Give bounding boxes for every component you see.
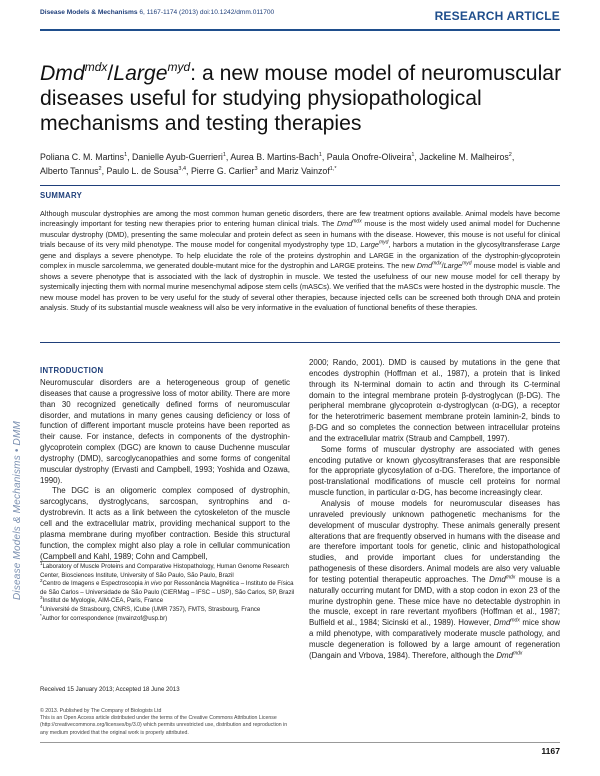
author-affil: 1 xyxy=(411,152,415,159)
author-name: Mariz Vainzof xyxy=(277,166,330,176)
gene-symbol: Dmd xyxy=(336,219,353,229)
paragraph-part: mouse is a naturally occurring mutant for DMD, with a stop codon in exon 23 of the murine dystrophin gene. These mice have no detectable dystrophin in the muscle, except in rare revertant myofibers (Hoffman et al., 1987; Bulfield et al., 1984; Sicinski et al., 1989). However, xyxy=(309,574,560,628)
affiliation-text: por Ressonância Magnética – Instituto de Física de São Carlos – Universidade de São Paulo (CIERMag – IFSC – USP), São Carlos, SP, Brazil xyxy=(40,580,295,596)
intro-paragraph-4: Some forms of muscular dystrophy are associated with genes encoding putative or known glycosyltransferases that are responsible for the appropriate glycosylation of α-DG. Therefore, the importance of post-translational modifications of muscle cell proteins for normal muscle function, in particular α-DG, has become increasingly clear. xyxy=(309,444,560,498)
summary-part: mouse model is viable and shows a severe phenotype that is associated with the lack of dystrophin in muscle. We tested the usefulness of our new mouse model for cell therapy by systemically injecting them with normal murine mesenchymal adipose stem cells (mASCs). We verified that the mASCs were hosted in the dystrophic muscle. The new mouse model has proven to be very useful for the study of several other therapies, because injected cells can be screened both through DNA and protein analysis. Study of its substantial muscle weakness will also be very informative in the evaluation of functional benefits of these therapies. xyxy=(40,261,560,313)
summary-rule-bottom xyxy=(40,342,560,343)
allele-symbol: mdx xyxy=(512,650,523,657)
author-affil: 2 xyxy=(508,152,512,159)
affiliations xyxy=(40,560,295,623)
summary-rule-top xyxy=(40,185,560,186)
title-allele-1: mdx xyxy=(84,59,108,74)
gene-symbol: Dmd xyxy=(489,574,506,584)
allele-symbol: mdx xyxy=(505,574,516,581)
gene-symbol: Large xyxy=(360,240,379,250)
summary-heading: SUMMARY xyxy=(40,191,83,200)
author-affil: 1 xyxy=(318,152,322,159)
author-list xyxy=(40,150,560,178)
author-name: Pierre G. Carlier xyxy=(190,166,255,176)
affiliation-marker: 1 xyxy=(40,560,43,566)
gene-symbol: Dmd xyxy=(493,618,511,628)
received-accepted-dates: Received 15 January 2013; Accepted 18 June 2013 xyxy=(40,686,180,693)
gene-symbol: Large xyxy=(541,240,560,250)
affiliation-item xyxy=(40,560,295,580)
allele-symbol: myd xyxy=(462,260,472,267)
journal-sidebar-watermark: Disease Models & Mechanisms • DMM xyxy=(12,420,23,600)
citation-details: 6, 1167-1174 (2013) doi:10.1242/dmm.011700 xyxy=(137,9,275,16)
author-name: Paula Onofre-Oliveira xyxy=(326,152,412,162)
introduction-heading: INTRODUCTION xyxy=(40,366,104,375)
paragraph-part: mice show a mild phenotype, with comparatively moderate muscle pathology, and muscle degeneration is followed by a large amount of regeneration (Dangain and Vrbova, 1984). Therefore, although the xyxy=(309,618,560,660)
allele-symbol: myd xyxy=(378,239,389,246)
allele-symbol: mdx xyxy=(510,617,520,624)
title-slash: / xyxy=(107,62,114,85)
affiliation-marker: 4 xyxy=(40,603,43,609)
gene-symbol: Dmd xyxy=(416,261,433,271)
license-text: This is an Open Access article distributed under the terms of the Creative Commons Attribution License (http://creativecommons.org/licenses/by/3.0) which permits unrestricted use, distribution and reproduction in any medium provided that the original work is properly attributed. xyxy=(40,715,288,736)
title-gene-2: Large xyxy=(113,62,168,85)
affiliation-text: Laboratory of Muscle Proteins and Comparative Histopathology, Human Genome Research Center, Biosciences Institute, University of São Paulo, São Paulo, Brazil xyxy=(40,563,289,579)
author-name: Aurea B. Martins-Bach xyxy=(230,152,319,162)
summary-part: / xyxy=(441,261,444,271)
summary-part: gene and displays a severe phenotype. To help elucidate the role of the proteins dystrophin and LARGE in the organization of the dystrophin-glycoprotein complex in muscle sarcolemma, we generated double-mutant mice for the dystrophin and LARGE proteins. The new xyxy=(40,250,560,271)
title-allele-2: myd xyxy=(167,59,191,74)
license-block xyxy=(40,708,292,737)
author-name: Alberto Tannus xyxy=(40,166,99,176)
author-affil: 2 xyxy=(98,166,102,173)
author-sep: and xyxy=(257,166,278,176)
article-title xyxy=(40,59,570,136)
summary-part: mouse is the most widely used animal model for Duchenne muscular dystrophy (DMD), presenting the same molecular and protein defect as seen in humans with the disease. However, this mouse is not useful for clinical trials because of its very mild phenotype. The mouse model for congenital myodystrophy type 1D, xyxy=(40,219,560,250)
author-sep: , xyxy=(225,152,231,162)
intro-paragraph-2: The DGC is an oligomeric complex composed of dystrophin, sarcoglycans, dystroglycans, sarcospan, syntrophins and α-dystrobrevin. It acts as a link between the cytoskeleton of the muscle cell and the extracellular matrix, providing mechanical support to the plasma membrane during myofiber contraction. Beside this structural function, the complex might also play a role in cellular communication (Campbell and Kahl, 1989; Cohn and Campbell, xyxy=(40,486,290,561)
author-sep: , xyxy=(511,152,515,162)
footnote-rule xyxy=(40,561,120,562)
author-affil: 1,* xyxy=(329,166,337,173)
affiliation-italic: in vivo xyxy=(144,580,162,588)
intro-paragraph-1: Neuromuscular disorders are a heterogeneous group of genetic diseases that cause a progressive loss of motor ability. There are more than 30 recognized genetically defined forms of neuromuscular disorder, and mutations in many genes causing deficiency or loss of function of different important muscle proteins have been reported as their cause. For instance, defects in components of the dystrophin-glycoprotein complex (DGC) are known to cause Duchenne muscular dystrophy (DMD), sarcoglycanopathies and some forms of congenital muscular dystrophy (Ervasti and Campbell, 1993; Yoshida and Ozawa, 1990). xyxy=(40,378,290,485)
author-sep: , xyxy=(101,166,107,176)
affiliation-marker: 3 xyxy=(40,595,43,601)
gene-symbol: Large xyxy=(443,261,463,271)
author-name: Poliana C. M. Martins xyxy=(40,152,125,162)
title-text: : a new mouse model of neuromuscular diseases useful for studying physiopathological mechanisms and testing therapies xyxy=(40,62,562,135)
affiliation-marker: 2 xyxy=(40,578,43,584)
author-affil: 1 xyxy=(222,152,226,159)
author-sep: , xyxy=(186,166,191,176)
summary-part: Although muscular dystrophies are among the most common human genetic disorders, there are few treatment options available. Animal models have become increasingly important for testing new therapies prior to entering human clinical trials. The xyxy=(40,209,560,229)
footer-rule xyxy=(40,742,560,743)
gene-symbol: Dmd xyxy=(496,650,513,660)
author-sep: , xyxy=(321,152,327,162)
affiliation-item xyxy=(40,580,295,597)
allele-symbol: mdx xyxy=(432,260,442,267)
left-column xyxy=(40,378,290,562)
author-name: Danielle Ayub-Guerrieri xyxy=(132,152,223,162)
author-sep: , xyxy=(414,152,420,162)
summary-text xyxy=(40,209,560,314)
affiliation-marker: * xyxy=(40,612,42,618)
affiliation-item xyxy=(40,603,295,615)
copyright-line: © 2013. Published by The Company of Biologists Ltd xyxy=(40,708,162,714)
article-type-label: RESEARCH ARTICLE xyxy=(434,9,560,23)
allele-symbol: mdx xyxy=(352,219,362,226)
author-affil: 1 xyxy=(124,152,128,159)
affiliation-text: Centro de Imagens e Espectroscopia xyxy=(42,580,145,588)
affiliation-text: Institut de Myologie, AIM-CEA, Paris, France xyxy=(42,597,164,605)
affiliation-item xyxy=(40,612,295,624)
author-sep: , xyxy=(127,152,133,162)
right-column xyxy=(309,358,560,662)
author-name: Jackeline M. Malheiros xyxy=(419,152,509,162)
author-affil: 3 xyxy=(254,166,258,173)
intro-paragraph-5 xyxy=(309,499,560,662)
title-gene-1: Dmd xyxy=(40,62,85,85)
affiliation-item xyxy=(40,597,295,606)
paragraph-part: Analysis of mouse models for neuromuscular diseases has unraveled previously unknown pathogenetic mechanisms for the development of muscular dystrophy. These animals generally present alterations that are frequently observed in humans with the disease and are therefore important tools for genetic, clinic and histopathological studies, and provide important clues for understanding the pathogenesis of these disorders. Animal models are also very valuable for testing potential therapeutic approaches. The xyxy=(309,498,560,584)
affiliation-text: Université de Strasbourg, CNRS, ICube (UMR 7357), FMTS, Strasbourg, France xyxy=(42,605,261,613)
affiliation-text: Author for correspondence (mvainzof@usp.br) xyxy=(41,614,168,622)
journal-name: Disease Models & Mechanisms xyxy=(40,9,138,16)
author-name: Paulo L. de Sousa xyxy=(106,166,179,176)
journal-citation xyxy=(40,9,274,16)
header-rule xyxy=(40,29,560,31)
summary-part: , harbors a mutation in the glycosyltransferase xyxy=(388,240,542,250)
intro-paragraph-3: 2000; Rando, 2001). DMD is caused by mutations in the gene that encodes dystrophin (Hoffman et al., 1987), a protein that is linked through its N-terminal domain to actin and through its C-terminal domain to the integral membrane protein β-dystroglycan (β-DG). The peripheral membrane glycoprotein α-dystroglycan (α-DG), a receptor for the heterotrimeric basement membrane protein laminin-2, binds to β-DG and so completes the connection between intracellular proteins and the extracellular matrix (Straub and Campbell, 1997). xyxy=(309,358,560,443)
page-number: 1167 xyxy=(541,746,560,756)
author-affil: 3,4 xyxy=(178,166,187,173)
